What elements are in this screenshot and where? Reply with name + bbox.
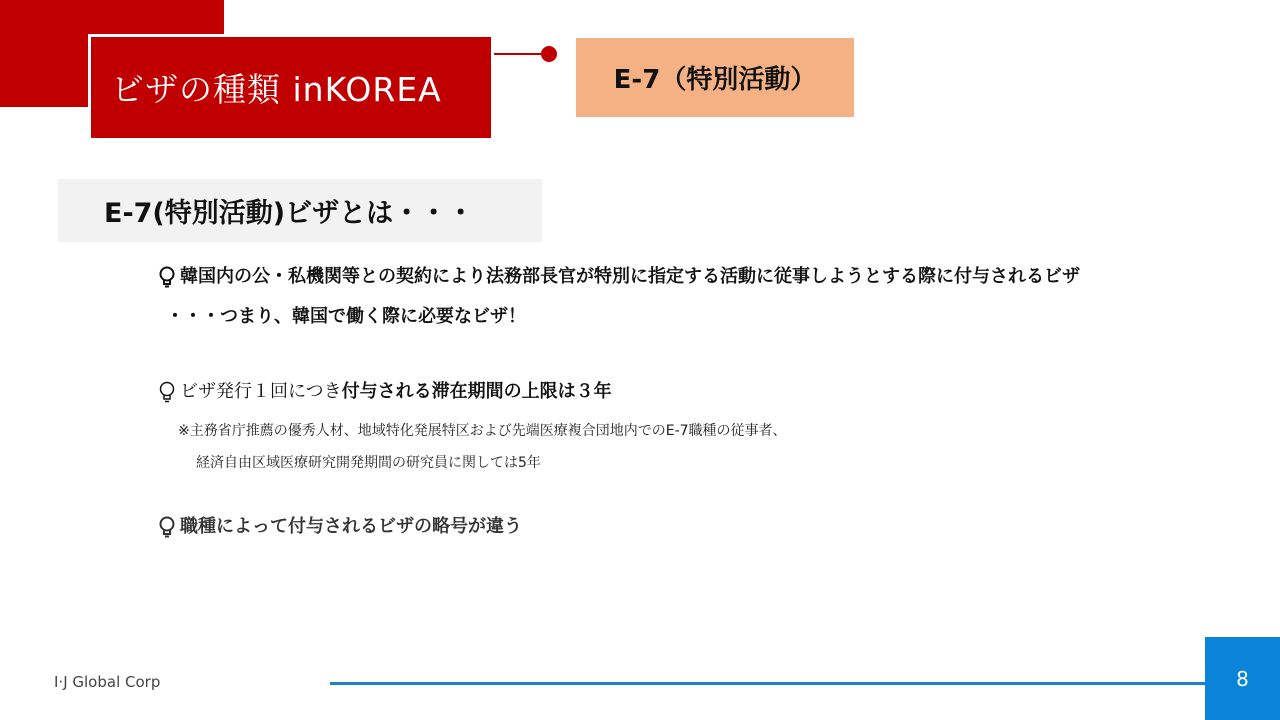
lightbulb-icon xyxy=(158,266,176,288)
note-line-2: 経済自由区域医療研究開発期間の研究員に関しては5年 xyxy=(196,455,541,471)
note-line-1: ※主務省庁推薦の優秀人材、地域特化発展特区および先端医療複合団地内でのE-7職種の従事者、 xyxy=(178,423,787,439)
subheading-box xyxy=(58,179,542,242)
bullet-1-text: 韓国内の公・私機関等との契約により法務部長官が特別に指定する活動に従事しようとする際に付与されるビザ xyxy=(180,266,1080,287)
connector-dot xyxy=(541,46,557,62)
bullet-3 xyxy=(158,512,522,538)
bullet-3-text: 職種によって付与されるビザの略号が違う xyxy=(180,516,522,537)
page-title: ビザの種類 inKOREA xyxy=(111,70,442,109)
visa-type-tag xyxy=(576,38,854,117)
title-box xyxy=(88,34,494,141)
bullet-1 xyxy=(158,262,1080,288)
bullet-1-continuation: ・・・つまり、韓国で働く際に必要なビザ！ xyxy=(166,306,526,327)
footer-company: I·J Global Corp xyxy=(54,673,161,691)
page-number: 8 xyxy=(1236,666,1249,691)
bullet-2 xyxy=(158,377,612,403)
lightbulb-icon xyxy=(158,516,176,538)
footer-divider xyxy=(330,682,1205,685)
page-number-box xyxy=(1205,637,1280,720)
bullet-2-text: ビザ発行１回につき xyxy=(180,381,342,402)
visa-type-label: E-7（特別活動） xyxy=(613,65,817,95)
subheading: E-7(特別活動)ビザとは・・・ xyxy=(104,198,475,229)
lightbulb-icon xyxy=(158,381,176,403)
bullet-2-emphasis: 付与される滞在期間の上限は３年 xyxy=(341,381,612,402)
